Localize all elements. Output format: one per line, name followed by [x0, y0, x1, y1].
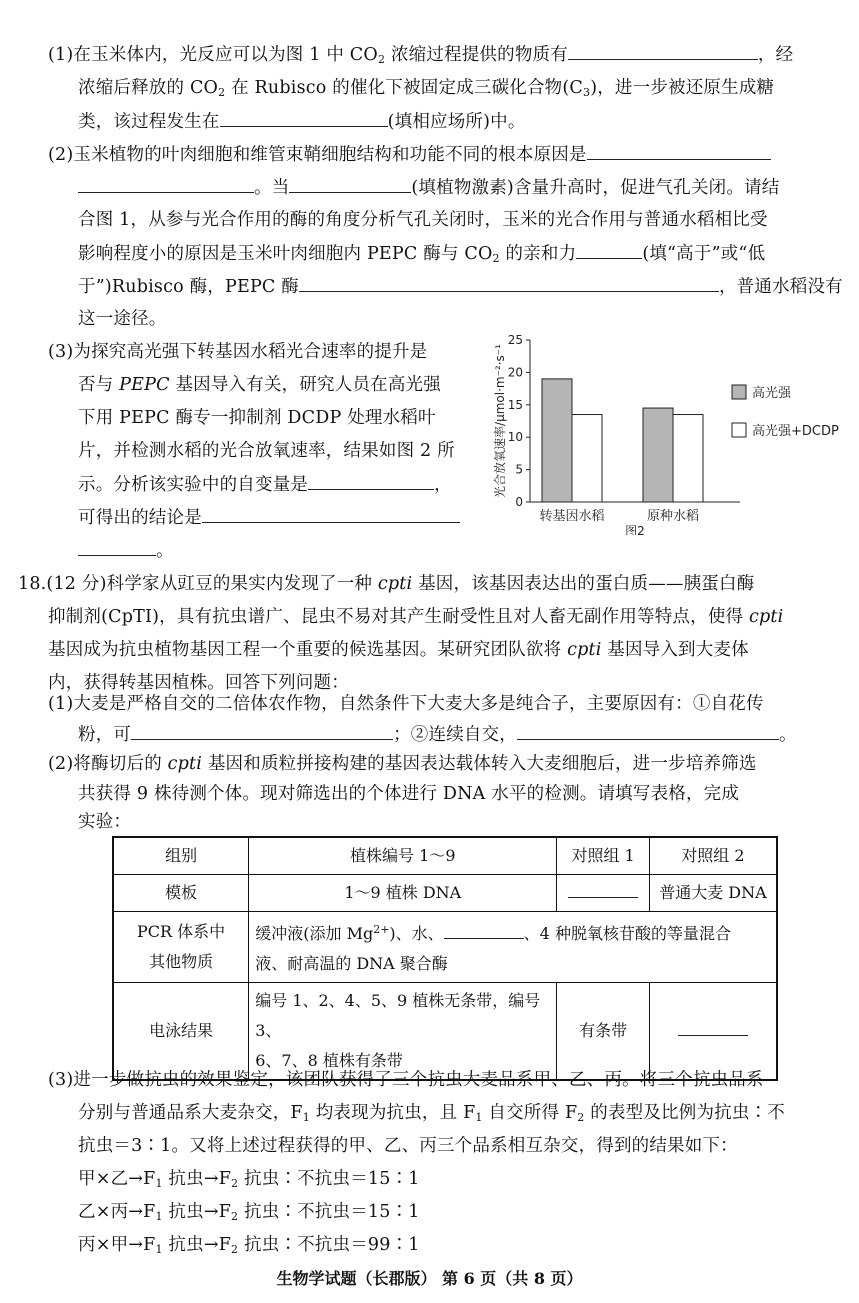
q18-line3: 基因成为抗虫植物基因工程一个重要的候选基因。某研究团队欲将 cpti 基因导入到大麦体 [48, 640, 749, 660]
q17-p2-line1: (2)玉米植物的叶肉细胞和维管束鞘细胞结构和功能不同的根本原因是 [48, 142, 771, 167]
table-row [113, 983, 777, 1081]
q18-p1-line2: 粉，可 ；②连续自交， 。 [78, 722, 797, 747]
cell-text: 液、耐高温的 DNA 聚合酶 [255, 954, 448, 973]
table-header-cell: 组别 [113, 837, 249, 875]
q17-p3-line6: 可得出的结论是 [78, 505, 460, 530]
table-cell [113, 912, 249, 983]
legend-swatch [732, 423, 746, 437]
table-cell: 普通大麦 DNA [649, 875, 777, 912]
table-cell: 电泳结果 [113, 983, 249, 1081]
q17-p1-line2: 浓缩后释放的 $CO_2$ 在 Rubisco 的催化下被固定成三碳化合物$(C_3)$，进一步被还原生成糖 [78, 78, 775, 99]
answer-blank[interactable] [444, 921, 524, 939]
q17-p3-line5: 示。分析该实验中的自变量是 ， [78, 472, 452, 497]
answer-blank[interactable] [517, 722, 779, 740]
answer-blank[interactable] [308, 472, 434, 490]
y-tick-label: 15 [507, 397, 523, 412]
q17-p2-line5: 于”)Rubisco 酶，PEPC 酶 ，普通水稻没有 [78, 274, 843, 299]
q17-p2-line6: 这一途径。 [78, 309, 167, 329]
table-row [113, 837, 777, 875]
q17-p3-line7: 。 [78, 538, 174, 563]
y-tick-label: 10 [507, 430, 523, 445]
q17-p3-line3: 下用 PEPC 酶专一抑制剂 DCDP 处理水稻叶 [78, 408, 436, 428]
answer-blank[interactable] [202, 505, 460, 523]
cell-text: 其他物质 [149, 952, 214, 971]
table-header-cell: 植株编号 1～9 [249, 837, 557, 875]
q17-p3-line2: 否与 PEPC 基因导入有关，研究人员在高光强 [78, 375, 441, 395]
q17-p3-line4: 片，并检测水稻的光合放氧速率，结果如图 2 所 [78, 441, 455, 461]
table-cell [249, 912, 777, 983]
answer-blank[interactable] [78, 175, 254, 193]
q17-p1-line1: (1)在玉米体内，光反应可以为图 1 中 $CO_2$ 浓缩过程提供的物质有 ，经 [48, 42, 793, 72]
cross-result-2: 乙×丙$\to F_1$ 抗虫$\to F_2$ 抗虫∶不抗虫＝15∶1 [78, 1202, 420, 1223]
q18-line1: 18.(12 分)科学家从豇豆的果实内发现了一种 cpti 基因，该基因表达出的蛋白质——胰蛋白酶 [18, 574, 755, 594]
q18-p2-line3: 实验： [78, 812, 132, 832]
chart-title: 图2 [625, 524, 645, 535]
answer-blank[interactable] [220, 109, 388, 127]
bar [542, 379, 572, 502]
table-row [113, 875, 777, 912]
q18-p3-line3: 抗虫＝3∶1。又将上述过程获得的甲、乙、丙三个品系相互杂交，得到的结果如下： [78, 1136, 738, 1156]
table-cell: 1～9 植株 DNA [249, 875, 557, 912]
cross-result-1: 甲×乙$\to F_1$ 抗虫$\to F_2$ 抗虫∶不抗虫＝15∶1 [78, 1169, 420, 1190]
answer-blank[interactable] [78, 538, 156, 556]
cross-result-3: 丙×甲$\to F_1$ 抗虫$\to F_2$ 抗虫∶不抗虫＝99∶1 [78, 1235, 420, 1256]
y-tick-label: 25 [507, 333, 523, 347]
q17-p2-line4: 影响程度小的原因是玉米叶肉细胞内 PEPC 酶与 $CO_2$ 的亲和力 (填“高于”或“低 [78, 241, 765, 271]
q17-p2-line3: 合图 1，从参与光合作用的酶的角度分析气孔关闭时，玉米的光合作用与普通水稻相比受 [78, 210, 768, 230]
cell-text: 缓冲液(添加 $Mg^{2+}$)、水、 、4 种脱氧核苷酸的等量混合 [255, 923, 731, 943]
table-cell: 有条带 [557, 983, 650, 1081]
q18-p3-line2: 分别与普通品系大麦杂交，$F_1$ 均表现为抗虫，且 $F_1$ 自交所得 $F_2$ 的表型及比例为抗虫∶不 [78, 1103, 785, 1124]
q17-p2-line2: 。当 (填植物激素)含量升高时，促进气孔关闭。请结 [78, 175, 779, 200]
experiment-table [112, 836, 778, 1081]
q18-line4: 内，获得转基因植株。回答下列问题： [48, 673, 349, 693]
q18-p2-line1: (2)将酶切后的 cpti 基因和质粒拼接构建的基因表达载体转入大麦细胞后，进一步培养筛选 [48, 754, 757, 774]
q17-p1-line3: 类，该过程发生在 (填相应场所)中。 [78, 109, 526, 134]
x-tick-label: 转基因水稻 [539, 509, 605, 524]
q18-p3-line1: (3)进一步做抗虫的效果鉴定，该团队获得了三个抗虫大麦品系甲、乙、丙。将三个抗虫品系 [48, 1070, 764, 1090]
legend-swatch [732, 385, 746, 399]
answer-blank[interactable] [299, 274, 719, 292]
page-footer: 生物学试题（长郡版） 第 6 页（共 8 页） [276, 1269, 583, 1288]
answer-blank[interactable] [576, 241, 642, 259]
table-cell [249, 983, 557, 1081]
legend-label: 高光强 [752, 386, 792, 401]
y-tick-label: 20 [507, 365, 523, 380]
answer-blank[interactable] [587, 142, 771, 160]
table-cell-blank[interactable] [557, 875, 650, 912]
q17-p3-line1: (3)为探究高光强下转基因水稻光合速率的提升是 [48, 342, 428, 362]
y-axis-label: 光合放氧速率/μmol·m⁻²·s⁻¹ [493, 344, 507, 498]
x-tick-label: 原种水稻 [646, 509, 700, 524]
table-header-cell: 对照组 1 [557, 837, 650, 875]
table-cell: 模板 [113, 875, 249, 912]
answer-blank[interactable] [568, 42, 758, 60]
q18-line2: 抑制剂(CpTI)，具有抗虫谱广、昆虫不易对其产生耐受性且对人畜无副作用等特点，使得 cpti [48, 607, 784, 627]
cell-text: 编号 1、2、4、5、9 植株无条带，编号 3、 [255, 991, 541, 1040]
q18-p2-line2: 共获得 9 株待测个体。现对筛选出的个体进行 DNA 水平的检测。请填写表格，完成 [78, 784, 740, 804]
table-cell-blank[interactable] [649, 983, 777, 1081]
y-tick-label: 5 [515, 462, 523, 477]
cell-text: 6、7、8 植株有条带 [255, 1051, 403, 1070]
answer-blank[interactable] [289, 175, 411, 193]
table-row [113, 912, 777, 983]
table-header-cell: 对照组 2 [649, 837, 777, 875]
bar [673, 415, 703, 502]
y-tick-label: 0 [515, 495, 523, 509]
bar [572, 415, 602, 502]
answer-blank[interactable] [131, 722, 393, 740]
cell-text: PCR 体系中 [137, 922, 226, 941]
q18-p1-line1: (1)大麦是严格自交的二倍体农作物，自然条件下大麦大多是纯合子，主要原因有：①自花传 [48, 694, 764, 714]
legend-label: 高光强+DCDP [752, 424, 839, 439]
bar [643, 408, 673, 502]
figure-2-bar-chart [486, 330, 846, 535]
